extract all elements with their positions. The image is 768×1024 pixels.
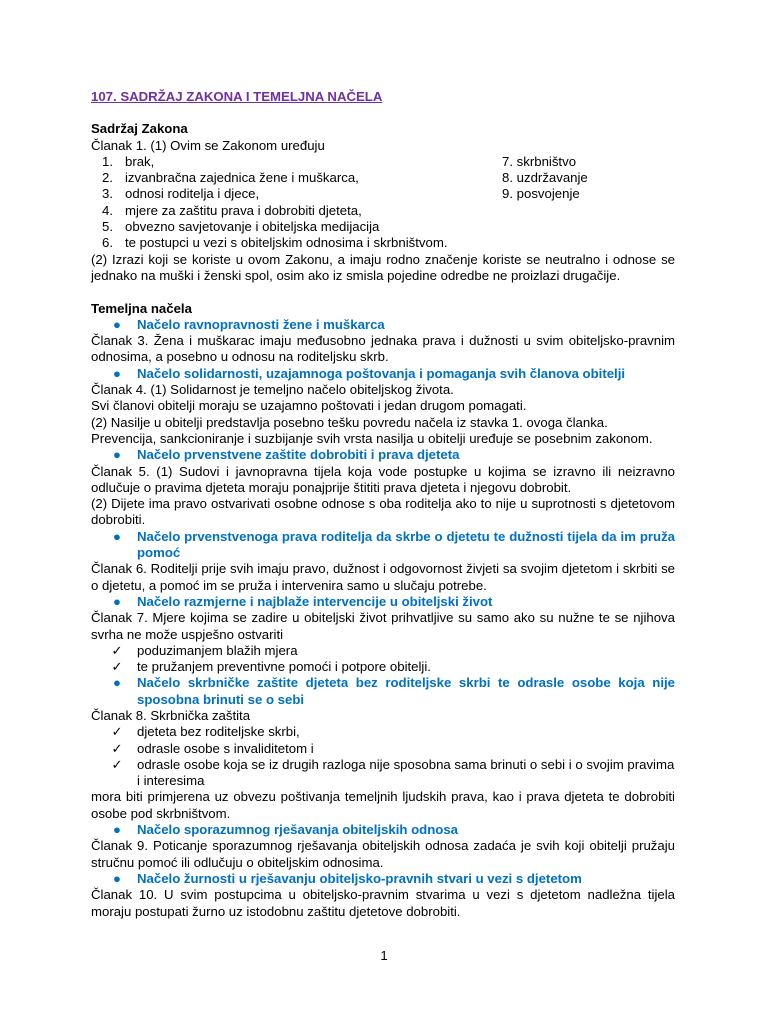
check-icon: ✓ <box>111 740 123 756</box>
list-item: 4. mjere za zaštitu prava i dobrobiti djeteta, <box>102 202 362 218</box>
check-icon: ✓ <box>111 659 123 675</box>
article-4-line: Svi članovi obitelji moraju se uzajamno poštovati i jedan drugom pomagati. <box>91 398 527 414</box>
checklist-item: ✓ poduzimanjem blažih mjera <box>91 643 675 659</box>
contents-right-column <box>502 154 588 203</box>
article-4-line: Članak 4. (1) Solidarnost je temeljno načelo obiteljskog života. <box>91 382 454 398</box>
article-10: Članak 10. U svim postupcima u obiteljsko-pravnim stvarima u vezi s djetetom nadležna tijela moraju postupati žurno uz istodobnu zaštitu djetetove dobrobiti. <box>91 887 675 919</box>
article-8-intro: Članak 8. Skrbnička zaštita <box>91 707 251 723</box>
list-item: 6. te postupci u vezi s obiteljskim odnosima i skrbništvom. <box>102 235 448 251</box>
section-heading-contents: Sadržaj Zakona <box>91 121 188 137</box>
checklist-item: ✓ te pružanjem preventivne pomoći i potpore obitelji. <box>91 659 675 675</box>
bullet-icon: ● <box>113 870 121 886</box>
check-icon: ✓ <box>111 724 123 740</box>
list-item: 9. posvojenje <box>502 186 580 202</box>
document-page <box>91 89 675 920</box>
article-7: Članak 7. Mjere kojima se zadire u obiteljski život prihvatljive su samo ako su nužne te se njihova svrha ne može uspješno ostvariti <box>91 610 675 642</box>
article-4-line: (2) Nasilje u obitelji predstavlja posebno tešku povredu načela iz stavka 1. ovoga članka. <box>91 414 608 430</box>
bullet-icon: ● <box>113 447 121 463</box>
list-item: 3. odnosi roditelja i djece, <box>102 186 260 202</box>
bullet-icon: ● <box>113 365 121 381</box>
article-9: Članak 9. Poticanje sporazumnog rješavanja obiteljskih odnosa zadaća je svih koji obitelji pružaju stručnu pomoć ili odlučuju o obiteljskim odnosima. <box>91 838 675 870</box>
article-5-paragraph-2: (2) Dijete ima pravo ostvarivati osobne odnose s oba roditelja ako to nije u suprotnosti s djetetovom dobrobiti. <box>91 496 675 528</box>
list-item: 7. skrbništvo <box>502 153 577 169</box>
check-icon: ✓ <box>111 642 123 658</box>
list-item: 1. brak, <box>102 153 155 169</box>
checklist-item: ✓ djeteta bez roditeljske skrbi, <box>91 724 675 740</box>
principle-heading: ● Načelo razmjerne i najblaže intervencije u obiteljski život <box>91 594 675 610</box>
article-8-conclusion: mora biti primjerena uz obvezu poštivanja temeljnih ljudskih prava, kao i prava djeteta te dobrobiti osobe pod skrbništvom. <box>91 789 675 821</box>
principle-heading: ● Načelo solidarnosti, uzajamnoga poštovanja i pomaganja svih članova obitelji <box>91 366 675 382</box>
checklist-item: ✓ odrasle osobe s invaliditetom i <box>91 741 675 757</box>
article-4-line: Prevencija, sankcioniranje i suzbijanje svih vrsta nasilja u obitelji uređuje se posebnim zakonom. <box>91 430 653 446</box>
check-icon: ✓ <box>111 756 123 772</box>
bullet-icon: ● <box>113 528 121 544</box>
contents-numbered-list <box>91 154 675 252</box>
document-title: 107. SADRŽAJ ZAKONA I TEMELJNA NAČELA <box>91 89 383 104</box>
checklist-item: ✓ odrasle osobe koja se iz drugih razloga nije sposobna sama brinuti o sebi i o svojim pravima i interesima <box>91 757 675 790</box>
list-item: 8. uzdržavanje <box>502 170 588 186</box>
list-item: 2. izvanbračna zajednica žene i muškarca, <box>102 170 359 186</box>
bullet-icon: ● <box>113 316 121 332</box>
bullet-icon: ● <box>113 675 121 691</box>
principle-heading: ● Načelo prvenstvene zaštite dobrobiti i prava djeteta <box>91 447 675 463</box>
principle-heading: ● Načelo žurnosti u rješavanju obiteljsko-pravnih stvari u vezi s djetetom <box>91 871 675 887</box>
principle-heading: ● Načelo ravnopravnosti žene i muškarca <box>91 317 675 333</box>
bullet-icon: ● <box>113 593 121 609</box>
principle-heading: ● Načelo skrbničke zaštite djeteta bez roditeljske skrbi te odrasle osobe koja nije sposobna brinuti se o sebi <box>91 675 675 708</box>
article-1-paragraph-2: (2) Izrazi koji se koriste u ovom Zakonu, a imaju rodno značenje koriste se neutralno i odnose se jednako na muški i ženski spol, osim ako iz smisla pojedine odredbe ne proizlazi drugačije. <box>91 251 675 283</box>
article-3: Članak 3. Žena i muškarac imaju međusobno jednaka prava i dužnosti u svim obiteljsko-pravnim odnosima, a posebno u odnosu na roditeljsku skrb. <box>91 333 675 365</box>
article-1-intro: Članak 1. (1) Ovim se Zakonom uređuju <box>91 137 325 153</box>
section-heading-principles: Temeljna načela <box>91 300 192 316</box>
article-6: Članak 6. Roditelji prije svih imaju pravo, dužnost i odgovornost živjeti sa svojim djetetom i skrbiti se o djetetu, a pomoć im se pruža i intervenira samo u slučaju potrebe. <box>91 561 675 593</box>
principle-heading: ● Načelo sporazumnog rješavanja obiteljskih odnosa <box>91 822 675 838</box>
article-5-paragraph-1: Članak 5. (1) Sudovi i javnopravna tijela koja vode postupke u kojima se izravno ili neizravno odlučuje o pravima djeteta moraju ponajprije štititi prava djeteta i njegovu dobrobit. <box>91 463 675 495</box>
page-number: 1 <box>380 948 388 963</box>
list-item: 5. obvezno savjetovanje i obiteljska medijacija <box>102 219 380 235</box>
principle-heading: ● Načelo prvenstvenoga prava roditelja da skrbe o djetetu te dužnosti tijela da im pruža pomoć <box>91 529 675 562</box>
bullet-icon: ● <box>113 822 121 838</box>
